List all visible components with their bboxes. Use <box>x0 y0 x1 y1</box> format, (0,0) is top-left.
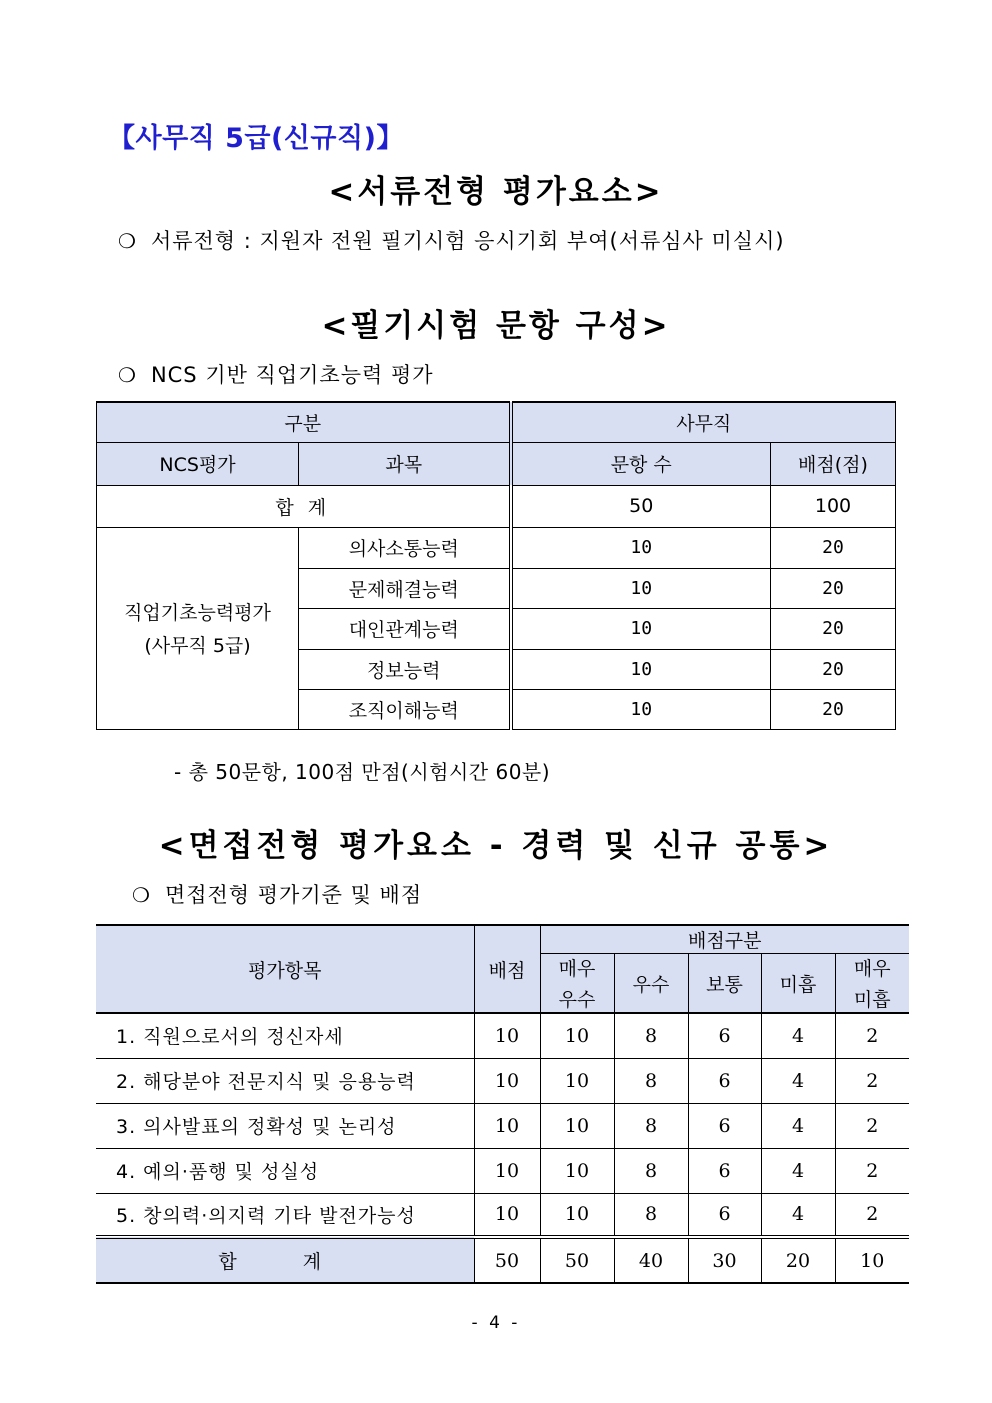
total-score: 100 <box>771 485 896 527</box>
total-grade: 20 <box>761 1237 835 1283</box>
header-grade-group: 배점구분 <box>540 925 909 954</box>
grade-cell: 8 <box>614 1103 688 1148</box>
written-exam-bullet <box>118 359 434 389</box>
doc-review-bullet <box>118 225 785 255</box>
total-grade: 40 <box>614 1237 688 1283</box>
table-row <box>96 1058 909 1103</box>
header-points: 배점 <box>474 925 540 1013</box>
grade-cell: 2 <box>835 1013 909 1058</box>
total-label: 합 계 <box>96 1237 474 1283</box>
table-row <box>96 1103 909 1148</box>
total-questions: 50 <box>511 485 771 527</box>
bullet-circle-icon: ❍ <box>118 229 137 253</box>
points-cell: 10 <box>474 1103 540 1148</box>
item-cell: 1. 직원으로서의 정신자세 <box>96 1013 474 1058</box>
interview-bullet <box>132 879 422 909</box>
grade-cell: 4 <box>761 1058 835 1103</box>
item-cell: 4. 예의·품행 및 성실성 <box>96 1148 474 1193</box>
subject-cell: 조직이해능력 <box>299 689 511 729</box>
grade-cell: 2 <box>835 1148 909 1193</box>
header-good: 우수 <box>614 954 688 1014</box>
questions-cell: 10 <box>511 568 771 608</box>
header-very-poor <box>835 954 909 1014</box>
interview-table <box>96 924 909 1284</box>
header-category: 구분 <box>97 402 511 442</box>
item-cell: 3. 의사발표의 정확성 및 논리성 <box>96 1103 474 1148</box>
score-cell: 20 <box>771 649 896 689</box>
score-cell: 20 <box>771 689 896 729</box>
header-ncs-eval: NCS평가 <box>97 442 299 485</box>
grade-cell: 6 <box>688 1013 761 1058</box>
total-row <box>96 1237 909 1283</box>
grade-cell: 10 <box>540 1013 614 1058</box>
total-label: 합 계 <box>97 485 511 527</box>
header-item: 평가항목 <box>96 925 474 1013</box>
group-label-line2: (사무직 5급) <box>144 635 251 657</box>
grade-cell: 4 <box>761 1013 835 1058</box>
section-tag: 【사무직 5급(신규직)】 <box>108 123 404 154</box>
subject-cell: 정보능력 <box>299 649 511 689</box>
grade-cell: 6 <box>688 1058 761 1103</box>
grade-cell: 10 <box>540 1058 614 1103</box>
grade-cell: 4 <box>761 1193 835 1237</box>
total-grade: 30 <box>688 1237 761 1283</box>
grade-cell: 6 <box>688 1148 761 1193</box>
questions-cell: 10 <box>511 689 771 729</box>
interview-title: <면접전형 평가요소 - 경력 및 신규 공통> <box>158 828 834 864</box>
table-row <box>96 1148 909 1193</box>
grade-cell: 10 <box>540 1193 614 1237</box>
points-cell: 10 <box>474 1148 540 1193</box>
subject-cell: 대인관계능력 <box>299 608 511 649</box>
score-cell: 20 <box>771 568 896 608</box>
header-very-poor-line1: 매우 <box>853 958 891 980</box>
bullet-circle-icon: ❍ <box>132 883 151 907</box>
total-grade: 50 <box>540 1237 614 1283</box>
grade-cell: 2 <box>835 1103 909 1148</box>
group-label-line1: 직업기초능력평가 <box>124 602 271 624</box>
grade-cell: 8 <box>614 1013 688 1058</box>
subject-cell: 의사소통능력 <box>299 527 511 568</box>
written-exam-title: <필기시험 문항 구성> <box>321 308 671 344</box>
group-label <box>97 527 299 729</box>
header-job: 사무직 <box>511 402 896 442</box>
total-points: 50 <box>474 1237 540 1283</box>
header-excellent-line2: 우수 <box>558 989 596 1011</box>
score-cell: 20 <box>771 527 896 568</box>
header-excellent-line1: 매우 <box>558 958 596 980</box>
header-average: 보통 <box>688 954 761 1014</box>
interview-bullet-text: 면접전형 평가기준 및 배점 <box>164 883 423 907</box>
header-subject: 과목 <box>299 442 511 485</box>
item-cell: 5. 창의력·의지력 기타 발전가능성 <box>96 1193 474 1237</box>
bullet-circle-icon: ❍ <box>118 363 137 387</box>
grade-cell: 2 <box>835 1193 909 1237</box>
questions-cell: 10 <box>511 527 771 568</box>
item-cell: 2. 해당분야 전문지식 및 응용능력 <box>96 1058 474 1103</box>
doc-review-bullet-text: 서류전형 : 지원자 전원 필기시험 응시기회 부여(서류심사 미실시) <box>150 229 785 253</box>
grade-cell: 10 <box>540 1103 614 1148</box>
page-number: - 4 - <box>471 1313 521 1333</box>
grade-cell: 8 <box>614 1193 688 1237</box>
total-grade: 10 <box>835 1237 909 1283</box>
subject-cell: 문제해결능력 <box>299 568 511 608</box>
table-row <box>96 1193 909 1237</box>
grade-cell: 6 <box>688 1103 761 1148</box>
header-very-poor-line2: 미흡 <box>853 989 891 1011</box>
header-question-count: 문항 수 <box>511 442 771 485</box>
written-exam-bullet-text: NCS 기반 직업기초능력 평가 <box>150 363 434 387</box>
score-cell: 20 <box>771 608 896 649</box>
exam-note: - 총 50문항, 100점 만점(시험시간 60분) <box>174 760 551 784</box>
grade-cell: 4 <box>761 1148 835 1193</box>
questions-cell: 10 <box>511 649 771 689</box>
points-cell: 10 <box>474 1193 540 1237</box>
table-row <box>96 1013 909 1058</box>
doc-review-title: <서류전형 평가요소> <box>328 174 664 210</box>
points-cell: 10 <box>474 1013 540 1058</box>
grade-cell: 8 <box>614 1058 688 1103</box>
header-excellent <box>540 954 614 1014</box>
grade-cell: 10 <box>540 1148 614 1193</box>
written-exam-table <box>96 401 896 730</box>
grade-cell: 8 <box>614 1148 688 1193</box>
points-cell: 10 <box>474 1058 540 1103</box>
questions-cell: 10 <box>511 608 771 649</box>
grade-cell: 6 <box>688 1193 761 1237</box>
grade-cell: 4 <box>761 1103 835 1148</box>
grade-cell: 2 <box>835 1058 909 1103</box>
header-poor: 미흡 <box>761 954 835 1014</box>
header-score: 배점(점) <box>771 442 896 485</box>
